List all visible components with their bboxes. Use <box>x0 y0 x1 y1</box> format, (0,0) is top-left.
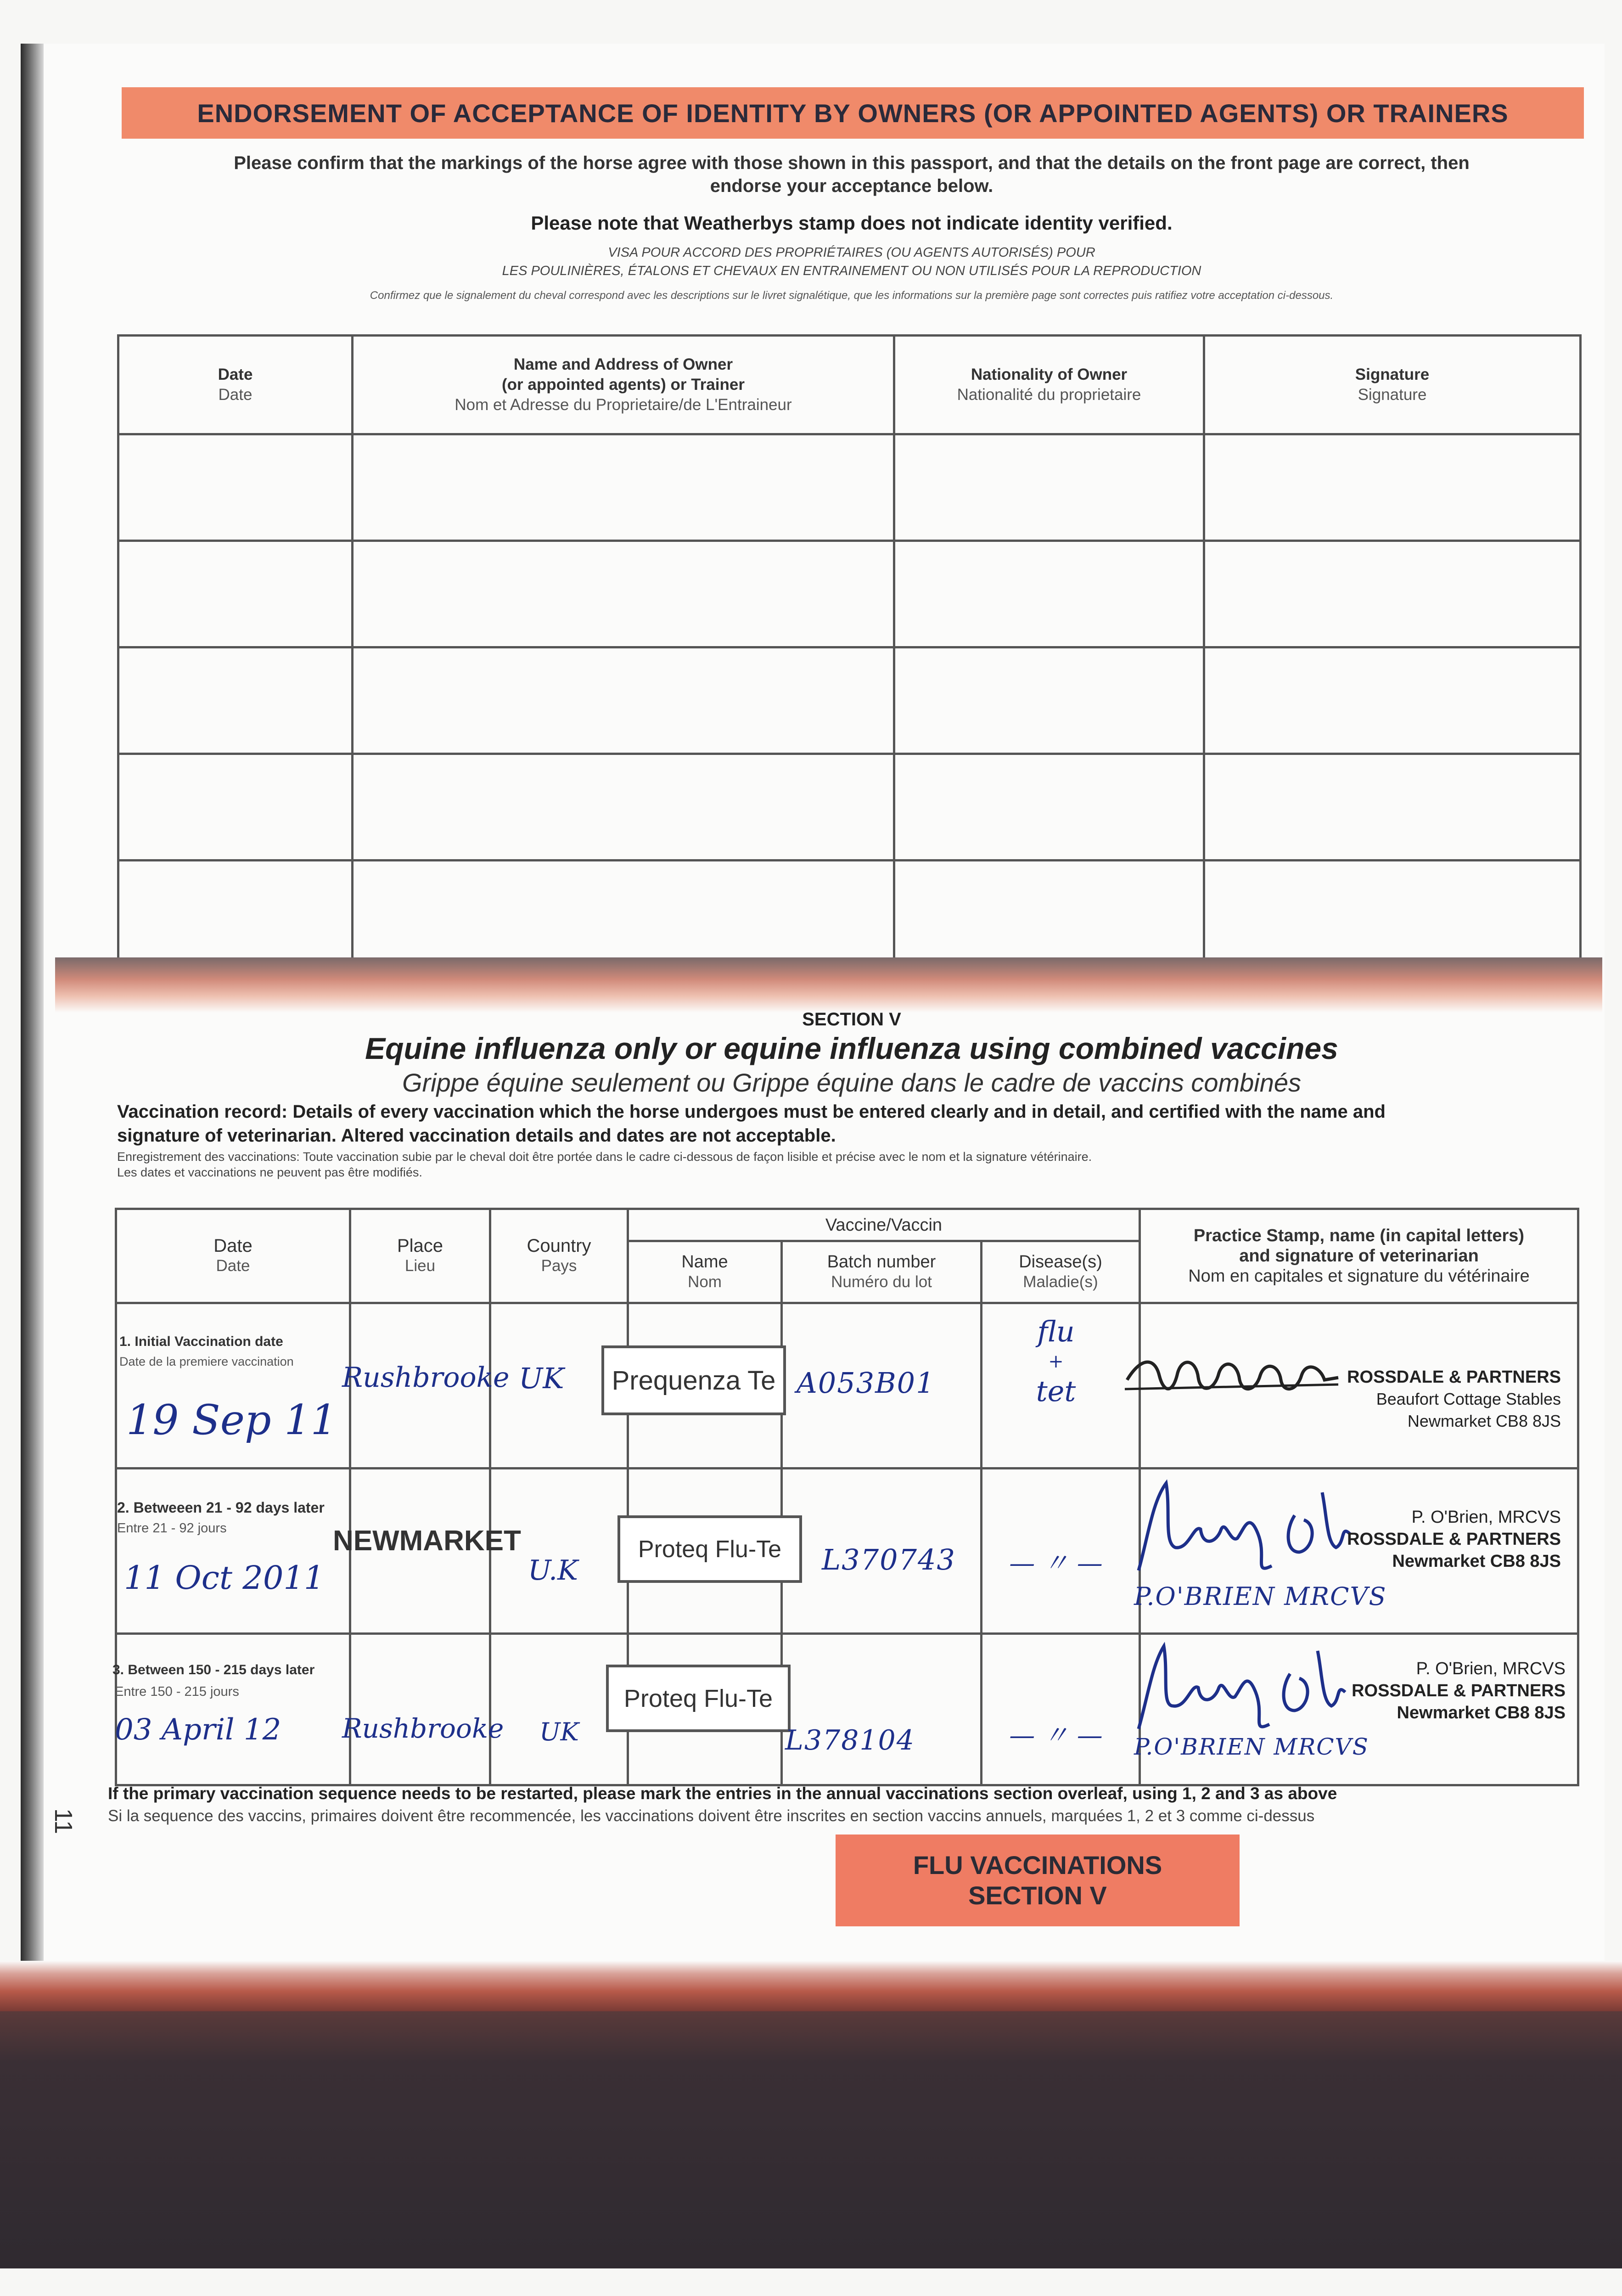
vaccination-record-french <box>117 1149 1586 1180</box>
vacc-header-row-1 <box>116 1209 1578 1241</box>
endorsement-cell[interactable] <box>118 647 353 754</box>
scan-dark-area <box>0 2011 1622 2268</box>
vacc-header-stamp-l2: and signature of veterinarian <box>1239 1246 1479 1266</box>
flu-tab-line-2: SECTION V <box>968 1881 1107 1910</box>
endorsement-cell[interactable] <box>118 434 353 541</box>
visa-line-1: VISA POUR ACCORD DES PROPRIÉTAIRES (OU AGENTS AUTORISÉS) POUR <box>608 245 1095 260</box>
row1-practice-stamp <box>1322 1366 1561 1432</box>
row1-disease-l3: tet <box>1036 1374 1076 1408</box>
vacc-header-stamp-l1: Practice Stamp, name (in capital letters) <box>1193 1226 1525 1245</box>
instruction-line-1: Please confirm that the markings of the horse agree with those shown in this passport, and that the details on the front page are correct, then <box>234 153 1470 173</box>
flu-vaccinations-tab <box>836 1835 1240 1926</box>
row2-stamp-l2: ROSSDALE & PARTNERS <box>1347 1530 1561 1549</box>
endorsement-cell[interactable] <box>353 434 894 541</box>
endorsement-cell[interactable] <box>894 541 1204 647</box>
row3-label-fr: Entre 150 - 215 jours <box>115 1684 239 1699</box>
restart-note-fr: Si la sequence des vaccins, primaires doivent être recommencée, les vaccinations doivent être inscrites en section vaccins annuels, marquées 1, 2 et 3 comme ci-dessus <box>108 1807 1315 1825</box>
endorsement-row <box>118 647 1581 754</box>
section-title: Equine influenza only or equine influenza using combined vaccines <box>365 1031 1338 1065</box>
record-fr-line-1: Enregistrement des vaccinations: Toute vaccination subie par le cheval doit être portée dans le cadre ci-dessous de façon lisible et précise avec le nom et la signature vétérinaire. <box>117 1150 1092 1164</box>
row1-country: UK <box>519 1362 564 1395</box>
header-signature-en: Signature <box>1355 366 1430 383</box>
vacc-header-disease-fr: Maladie(s) <box>1023 1273 1098 1291</box>
header-nationality <box>894 336 1204 434</box>
endorsement-cell[interactable] <box>894 647 1204 754</box>
vacc-header-name-en: Name <box>681 1252 728 1272</box>
row2-stamp-l3: Newmarket CB8 8JS <box>1392 1552 1561 1571</box>
endorsement-cell[interactable] <box>894 754 1204 861</box>
header-signature <box>1204 336 1581 434</box>
scan-edge <box>21 44 44 2262</box>
row2-stamp-l1: P. O'Brien, MRCVS <box>1411 1508 1561 1527</box>
row1-vaccine-name <box>601 1345 786 1415</box>
row2-practice-stamp <box>1322 1506 1561 1572</box>
endorsement-cell[interactable] <box>353 647 894 754</box>
row3-vaccine-name-text: Proteq Flu-Te <box>623 1684 773 1712</box>
vaccination-record-text <box>117 1100 1586 1148</box>
endorsement-cell[interactable] <box>353 754 894 861</box>
endorsement-cell[interactable] <box>894 434 1204 541</box>
row1-stamp-l1: ROSSDALE & PARTNERS <box>1347 1367 1561 1387</box>
endorsement-cell[interactable] <box>1204 434 1581 541</box>
endorsement-instructions <box>117 152 1586 197</box>
endorsement-row <box>118 861 1581 967</box>
endorsement-row <box>118 754 1581 861</box>
header-nationality-fr: Nationalité du proprietaire <box>957 386 1141 404</box>
vacc-header-name-fr: Nom <box>688 1273 722 1291</box>
vacc-cell-batch[interactable] <box>782 1634 982 1785</box>
vacc-header-batch <box>782 1241 982 1303</box>
endorsement-cell[interactable] <box>894 861 1204 967</box>
visa-text <box>117 243 1586 280</box>
endorsement-row <box>118 434 1581 541</box>
vacc-cell-date[interactable] <box>116 1469 350 1634</box>
vacc-header-batch-en: Batch number <box>827 1252 936 1272</box>
row1-date: 19 Sep 11 <box>126 1396 337 1444</box>
vacc-header-date-fr: Date <box>216 1257 250 1275</box>
row1-disease <box>978 1313 1134 1410</box>
record-fr-line-2: Les dates et vaccinations ne peuvent pas être modifiés. <box>117 1165 422 1179</box>
vacc-cell-place[interactable] <box>350 1634 490 1785</box>
row3-vet-signature-icon <box>1120 1637 1359 1738</box>
row3-vet-name: P.O'BRIEN MRCVS <box>1134 1733 1369 1760</box>
header-name-fr: Nom et Adresse du Proprietaire/de L'Entraineur <box>455 396 792 414</box>
header-name-l1: Name and Address of Owner <box>513 355 733 373</box>
vacc-header-country-en: Country <box>527 1236 591 1256</box>
row2-vaccine-name-text: Proteq Flu-Te <box>638 1536 782 1563</box>
row1-batch: A053B01 <box>797 1366 935 1400</box>
row2-label-fr: Entre 21 - 92 jours <box>117 1521 227 1536</box>
record-line-1: Vaccination record: Details of every vaccination which the horse undergoes must be entered clearly and in detail, and certified with the name and <box>117 1102 1386 1122</box>
vacc-cell-disease[interactable] <box>982 1634 1140 1785</box>
row2-place: NEWMARKET <box>333 1525 521 1557</box>
endorsement-cell[interactable] <box>1204 541 1581 647</box>
row1-stamp-l2: Beaufort Cottage Stables <box>1376 1390 1561 1408</box>
vacc-header-date-en: Date <box>213 1236 253 1256</box>
row3-vaccine-name <box>606 1665 791 1732</box>
endorsement-cell[interactable] <box>1204 861 1581 967</box>
instruction-line-2: endorse your acceptance below. <box>710 176 993 196</box>
endorsement-cell[interactable] <box>1204 754 1581 861</box>
record-line-2: signature of veterinarian. Altered vaccination details and dates are not acceptable. <box>117 1125 836 1146</box>
header-signature-fr: Signature <box>1358 386 1427 404</box>
endorsement-cell[interactable] <box>118 754 353 861</box>
row3-disease: — 〃 — <box>1009 1721 1103 1750</box>
header-name-address <box>353 336 894 434</box>
row1-disease-l1: flu <box>1037 1315 1075 1348</box>
row3-practice-stamp <box>1327 1658 1566 1724</box>
vacc-header-name <box>628 1241 782 1303</box>
vacc-header-stamp-fr: Nom en capitales et signature du vétérinaire <box>1188 1266 1530 1286</box>
header-date <box>118 336 353 434</box>
page-number: 11 <box>50 1808 78 1835</box>
endorsement-row <box>118 541 1581 647</box>
weatherbys-note: Please note that Weatherbys stamp does not indicate identity verified. <box>531 212 1173 234</box>
visa-line-2: LES POULINIÈRES, ÉTALONS ET CHEVAUX EN ENTRAINEMENT OU NON UTILISÉS POUR LA REPRODUCTION <box>502 264 1201 278</box>
endorsement-table <box>117 334 1582 968</box>
row1-vet-signature-icon <box>1122 1348 1343 1407</box>
row2-date: 11 Oct 2011 <box>124 1559 325 1597</box>
row2-vet-name: P.O'BRIEN MRCVS <box>1134 1582 1387 1611</box>
header-nationality-en: Nationality of Owner <box>971 366 1128 383</box>
header-date-en: Date <box>218 366 253 383</box>
section-label: SECTION V <box>802 1009 901 1030</box>
vacc-header-place <box>350 1209 490 1303</box>
vacc-cell-date[interactable] <box>116 1634 350 1785</box>
header-name-l2: (or appointed agents) or Trainer <box>502 376 745 394</box>
endorsement-banner <box>122 87 1584 139</box>
row1-stamp-l3: Newmarket CB8 8JS <box>1407 1412 1561 1430</box>
restart-note: If the primary vaccination sequence needs to be restarted, please mark the entries in the annual vaccinations section overleaf, using 1, 2 and 3 as above <box>108 1784 1337 1803</box>
endorsement-cell[interactable] <box>1204 647 1581 754</box>
endorsement-header-row <box>118 336 1581 434</box>
row3-batch: L378104 <box>785 1724 915 1756</box>
endorsement-cell[interactable] <box>118 861 353 967</box>
row3-date: 03 April 12 <box>115 1713 281 1747</box>
vacc-header-disease <box>982 1241 1140 1303</box>
row1-place: Rushbrooke <box>342 1362 510 1394</box>
row3-stamp-l3: Newmarket CB8 8JS <box>1397 1703 1566 1722</box>
flu-tab-line-1: FLU VACCINATIONS <box>913 1851 1162 1880</box>
endorsement-cell[interactable] <box>353 541 894 647</box>
row2-country: U.K <box>528 1554 578 1587</box>
row1-disease-l2: + <box>1048 1351 1064 1372</box>
row3-place: Rushbrooke <box>342 1713 504 1744</box>
vacc-header-date <box>116 1209 350 1303</box>
row2-vaccine-name <box>617 1515 802 1583</box>
vacc-header-batch-fr: Numéro du lot <box>831 1273 932 1291</box>
vacc-header-place-fr: Lieu <box>404 1257 436 1275</box>
row1-label-fr: Date de la premiere vaccination <box>119 1355 294 1368</box>
vacc-header-vaccine: Vaccine/Vaccin <box>628 1209 1140 1241</box>
vacc-header-country-fr: Pays <box>541 1257 577 1275</box>
row2-label: 2. Betweeen 21 - 92 days later <box>117 1499 325 1516</box>
vacc-header-disease-en: Disease(s) <box>1019 1252 1102 1272</box>
page-fold-strip <box>55 957 1602 1013</box>
row3-country: UK <box>539 1717 579 1746</box>
endorsement-cell[interactable] <box>353 861 894 967</box>
vacc-header-place-en: Place <box>397 1236 443 1256</box>
row1-vaccine-name-text: Prequenza Te <box>612 1365 776 1396</box>
header-date-fr: Date <box>218 386 253 404</box>
bottom-edge-band <box>0 1961 1622 2011</box>
row3-stamp-l2: ROSSDALE & PARTNERS <box>1352 1681 1566 1700</box>
row2-batch: L370743 <box>822 1543 956 1576</box>
vacc-header-country <box>490 1209 628 1303</box>
vacc-header-stamp <box>1140 1209 1578 1303</box>
row2-disease: — 〃 — <box>1009 1548 1103 1578</box>
row3-stamp-l1: P. O'Brien, MRCVS <box>1416 1659 1566 1678</box>
confirm-french: Confirmez que le signalement du cheval correspond avec les descriptions sur le livret signalétique, que les informations sur la première page sont correctes puis ratifiez votre acceptation ci-dessous. <box>370 289 1334 302</box>
row1-label: 1. Initial Vaccination date <box>119 1334 283 1349</box>
row3-label: 3. Between 150 - 215 days later <box>112 1662 315 1677</box>
section-subtitle: Grippe équine seulement ou Grippe équine dans le cadre de vaccins combinés <box>402 1068 1302 1097</box>
endorsement-cell[interactable] <box>118 541 353 647</box>
endorsement-title: ENDORSEMENT OF ACCEPTANCE OF IDENTITY BY OWNERS (OR APPOINTED AGENTS) OR TRAINERS <box>197 98 1509 128</box>
